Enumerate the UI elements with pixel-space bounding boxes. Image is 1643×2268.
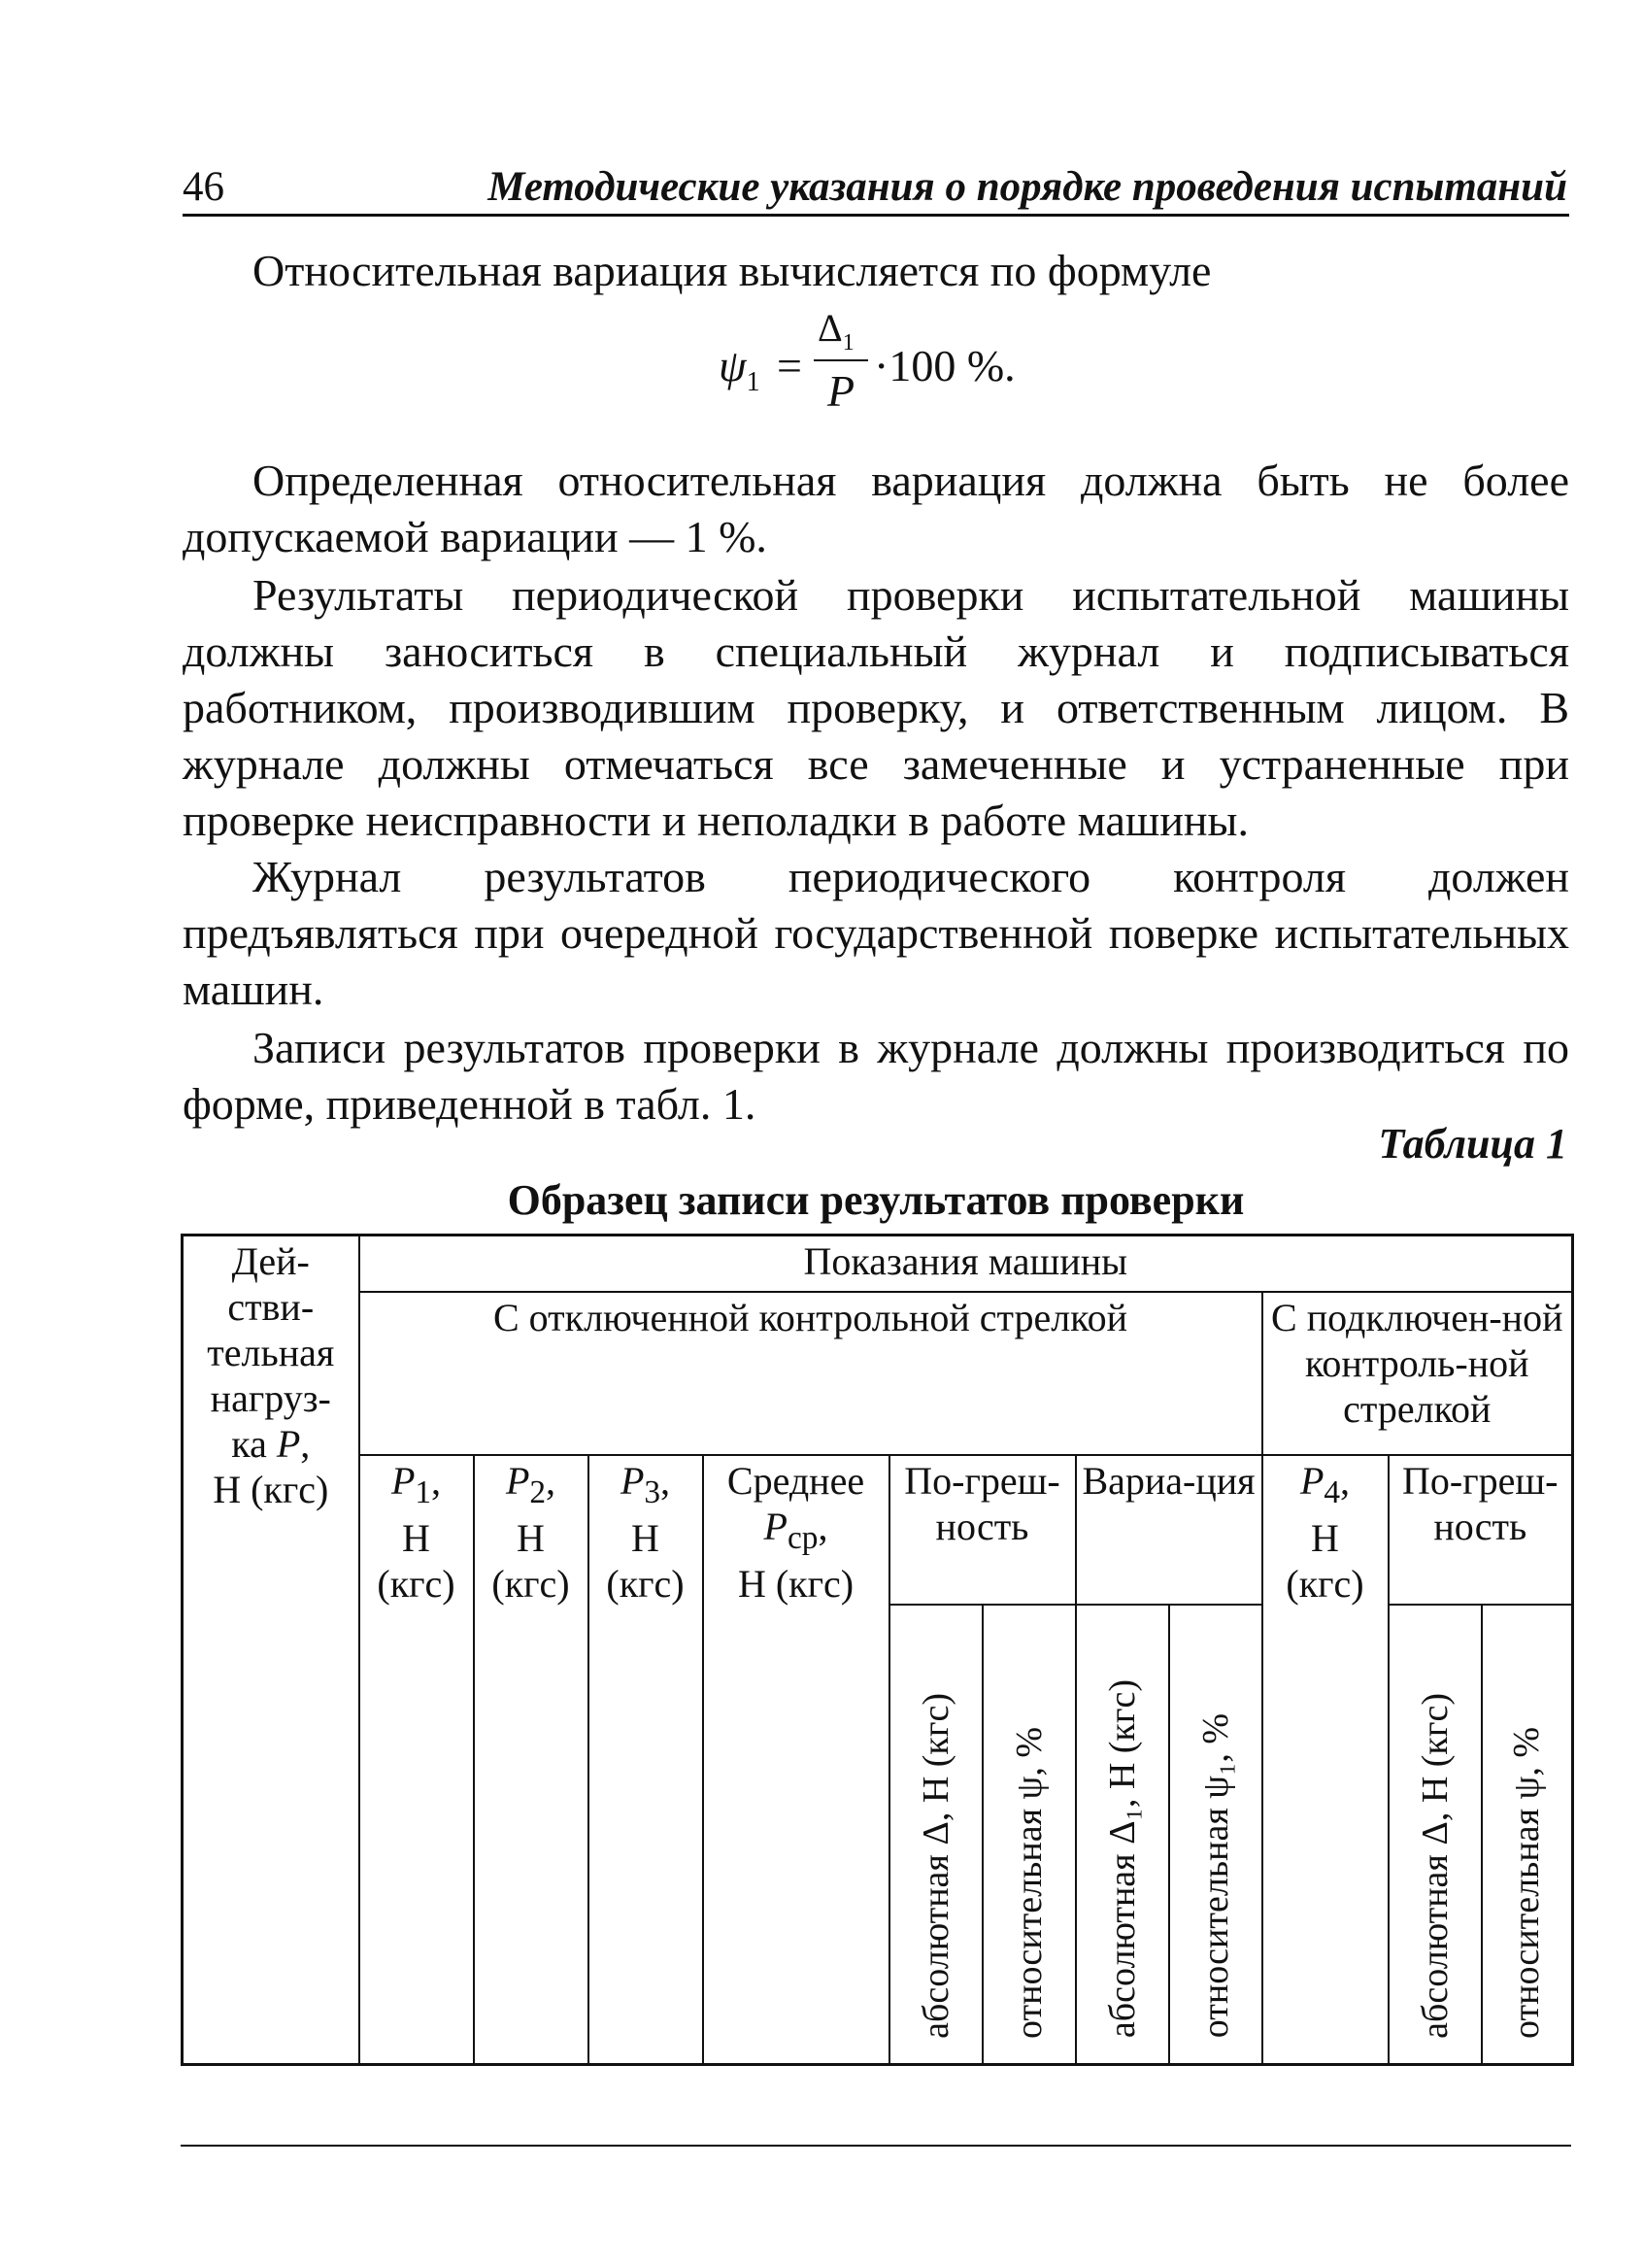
formula-numerator: $\Delta_1$ bbox=[818, 306, 855, 355]
table-number: Таблица 1 bbox=[1378, 1120, 1567, 1168]
subcol-abs-variation: абсолютная Δ₁, Н (кгс) bbox=[1076, 1605, 1169, 2065]
paragraph-2: Результаты периодической проверки испытательной машины должны заноситься в специальный журнал и подписываться работником, производившим проверку, и ответственным лицом. В журнале должны отмечаться все замеченные и устраненные при проверке неисправности и неполадки в работе машины. bbox=[183, 570, 1569, 845]
results-table bbox=[181, 1234, 1574, 2066]
col-average-header: Среднее $P_{ср}$, Н (кгс) bbox=[703, 1455, 889, 2065]
paragraph-3: Журнал результатов периодического контроля должен предъявляться при очередной государственной поверке испытательных машин. bbox=[183, 852, 1569, 1014]
paragraph-intro: Относительная вариация вычисляется по формуле bbox=[252, 246, 1212, 295]
col-error2-header: По-греш-ность bbox=[1389, 1455, 1573, 1605]
readings-header: Показания машины bbox=[359, 1236, 1573, 1292]
formula bbox=[0, 305, 1643, 431]
col-p3-header: $P_3$, Н (кгс) bbox=[588, 1455, 703, 2065]
group-off-header: С отключенной контрольной стрелкой bbox=[359, 1292, 1262, 1455]
subcol-rel-variation: относительная ψ₁, % bbox=[1169, 1605, 1262, 2065]
group-on-header: С подключен-ной контроль-ной стрелкой bbox=[1262, 1292, 1573, 1455]
paragraph-1: Определенная относительная вариация должна быть не более допускаемой вариации — 1 %. bbox=[183, 456, 1569, 561]
col-variation-header: Вариа-ция bbox=[1076, 1455, 1262, 1605]
formula-tail: ·100 %. bbox=[874, 341, 1016, 390]
running-title: Методические указания о порядке проведения испытаний bbox=[487, 164, 1567, 210]
formula-equals: = bbox=[777, 341, 802, 390]
header-rule bbox=[183, 214, 1569, 217]
subcol-rel-error: относительная ψ, % bbox=[983, 1605, 1076, 2065]
col-p1-header: $P_1$, Н (кгс) bbox=[359, 1455, 474, 2065]
col-load-header: Дей- стви- тельная нагруз- ка P, Н (кгс) bbox=[183, 1236, 359, 2065]
page-number: 46 bbox=[183, 164, 224, 210]
col-p4-header: $P_4$, Н (кгс) bbox=[1262, 1455, 1389, 2065]
formula-denominator: P bbox=[827, 366, 855, 416]
subcol-abs-error-2: абсолютная Δ, Н (кгс) bbox=[1389, 1605, 1482, 2065]
col-p2-header: $P_2$, Н (кгс) bbox=[474, 1455, 588, 2065]
paragraph-4: Записи результатов проверки в журнале должны производиться по форме, приведенной в табл. 1. bbox=[183, 1023, 1569, 1129]
subcol-abs-error: абсолютная Δ, Н (кгс) bbox=[889, 1605, 983, 2065]
subcol-rel-error-2: относительная ψ, % bbox=[1482, 1605, 1573, 2065]
fraction-bar bbox=[814, 359, 868, 361]
col-error-header: По-греш-ность bbox=[889, 1455, 1076, 1605]
formula-lhs: $\psi_1$ bbox=[719, 341, 760, 398]
footer-rule bbox=[181, 2145, 1571, 2147]
table-caption: Образец записи результатов проверки bbox=[507, 1176, 1245, 1224]
